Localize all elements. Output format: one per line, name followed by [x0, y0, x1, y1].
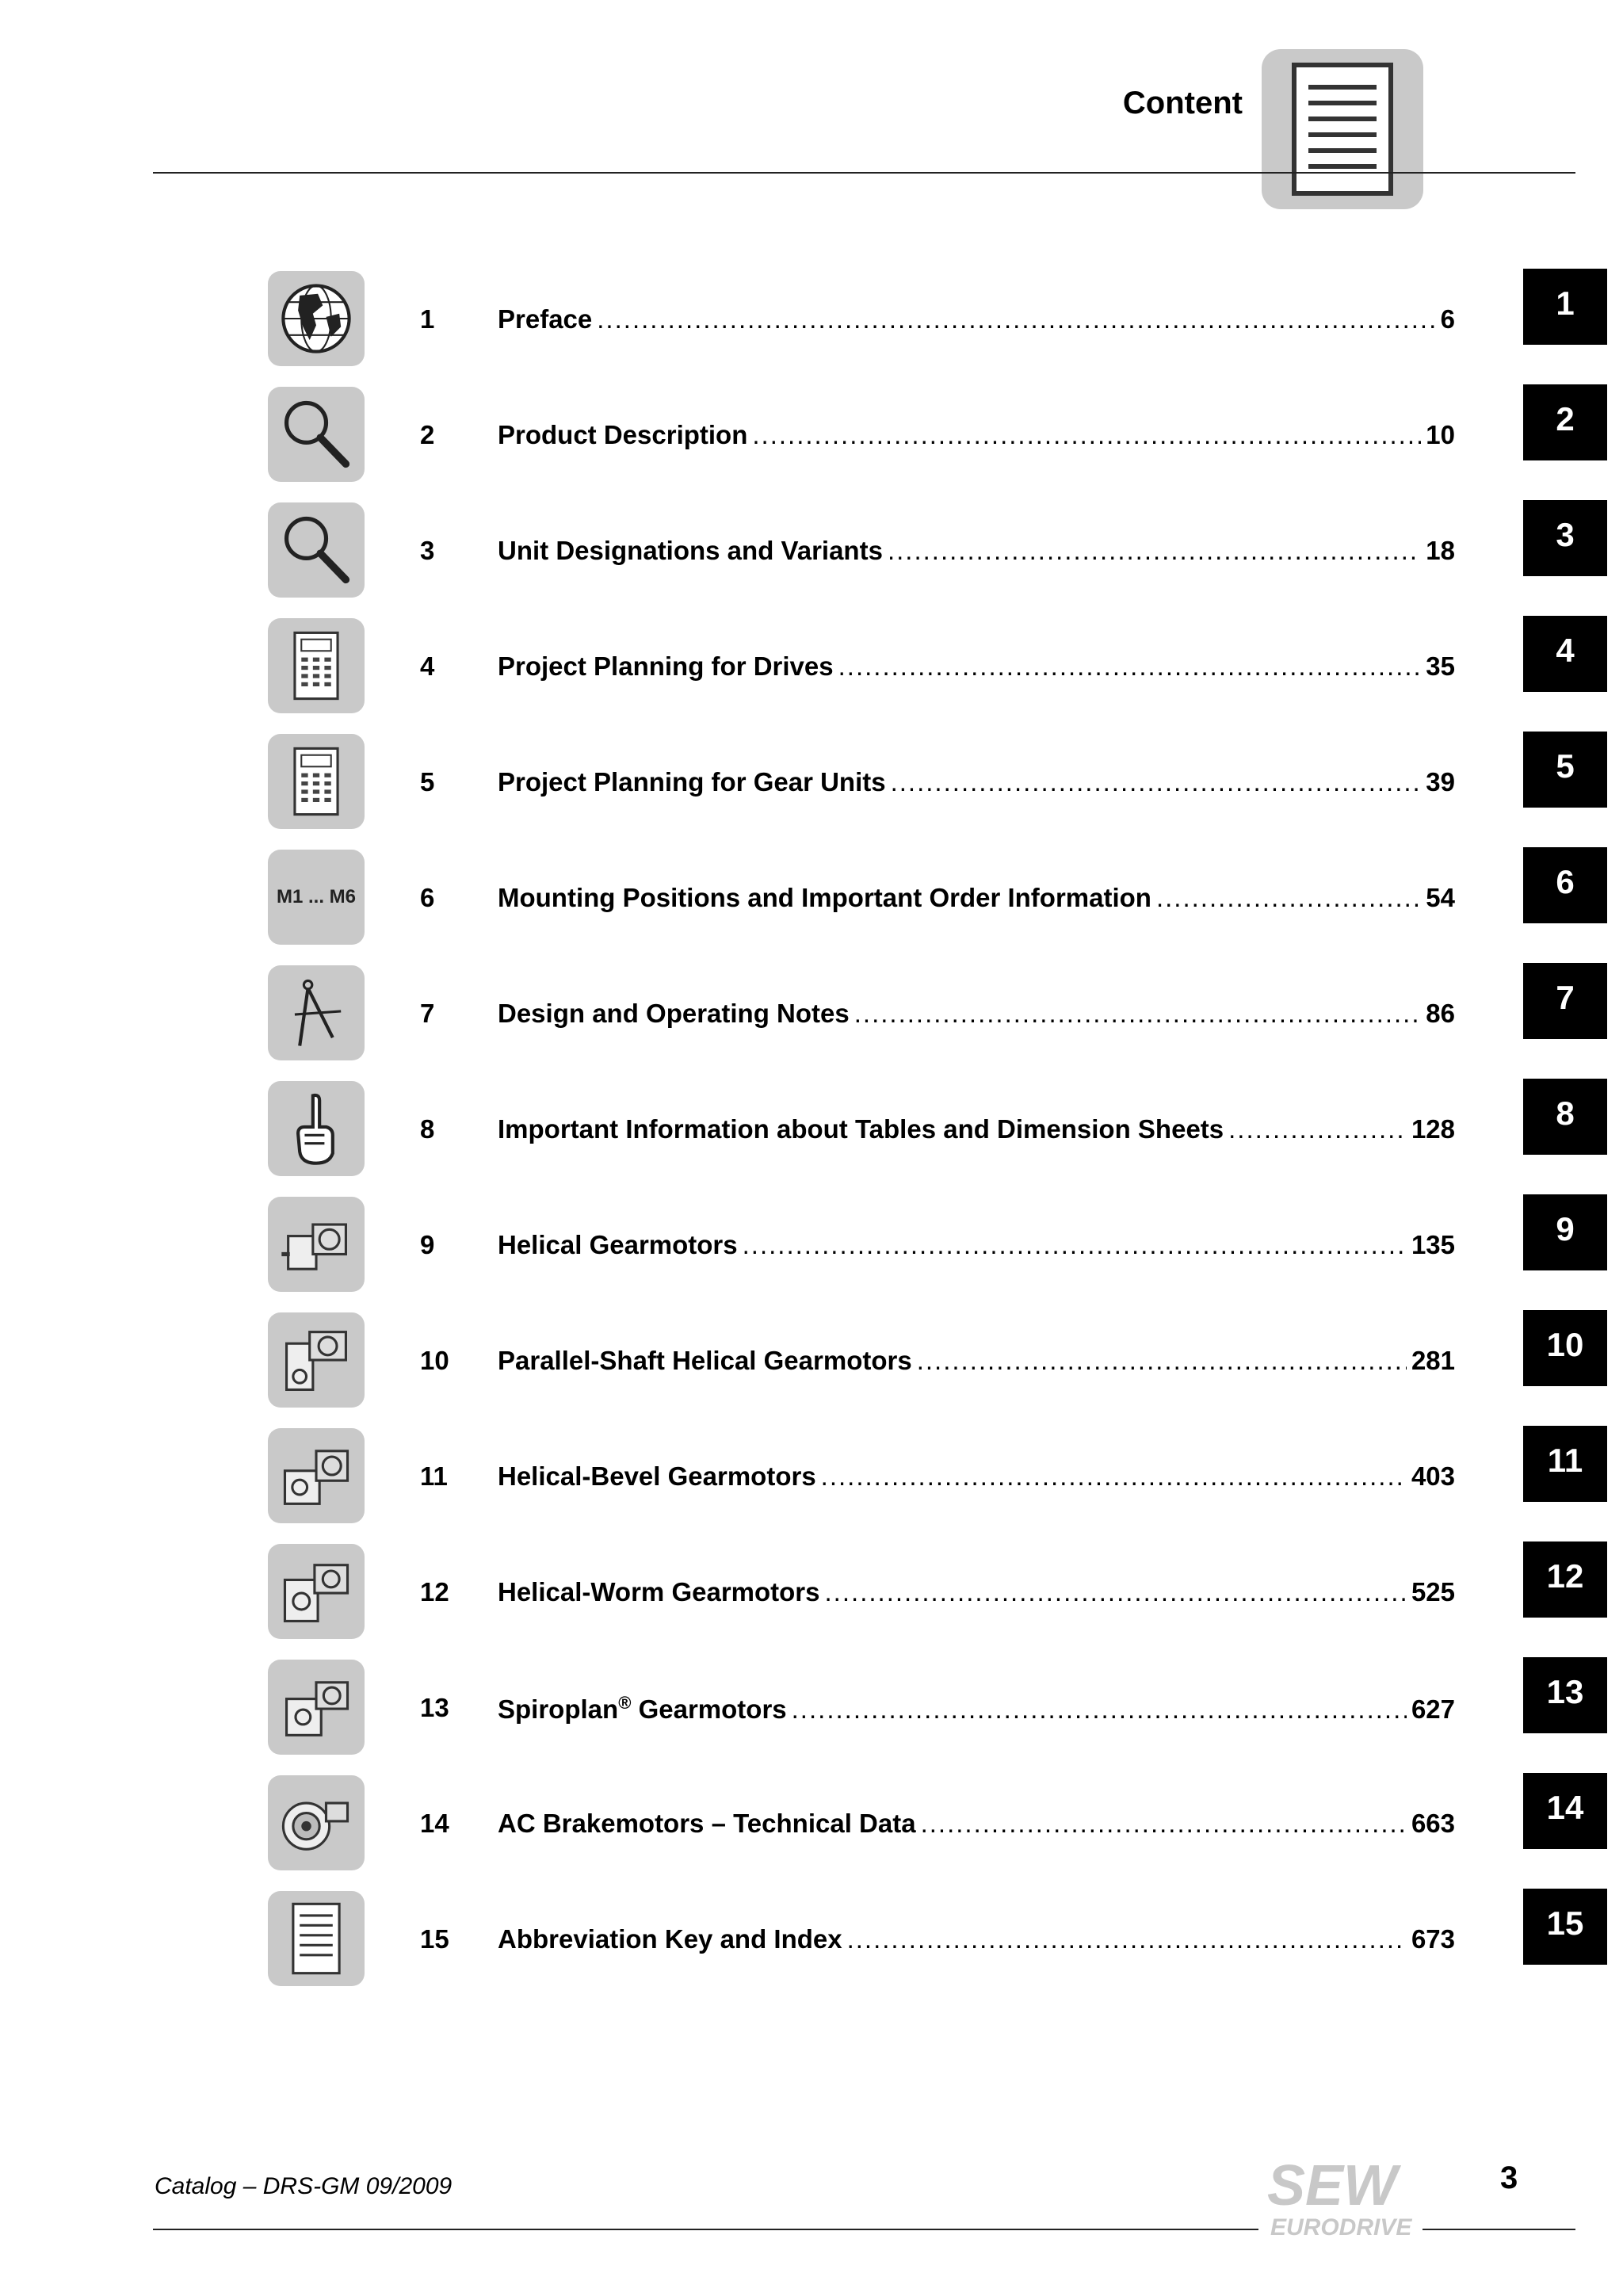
toc-page: 54: [1426, 883, 1455, 912]
section-tab[interactable]: 15: [1523, 1889, 1607, 1965]
leader-dots: [847, 1924, 1407, 1954]
ac-brakemotor-icon: [268, 1775, 365, 1870]
toc-title: [498, 1693, 787, 1725]
helical-gearmotor-icon: [268, 1197, 365, 1292]
document-list-icon: [268, 1891, 365, 1986]
leader-dots: [792, 1694, 1407, 1725]
toc-number: 10: [420, 1346, 449, 1375]
document-list-icon: [1262, 49, 1423, 209]
toc-row[interactable]: [0, 1312, 1623, 1408]
toc-title: Parallel-Shaft Helical Gearmotors: [498, 1346, 912, 1375]
toc-entry[interactable]: [498, 651, 1455, 682]
toc-number: 11: [420, 1461, 448, 1491]
toc-number: 9: [420, 1230, 435, 1259]
toc-entry[interactable]: [498, 1114, 1455, 1144]
toc-page: 86: [1426, 999, 1455, 1028]
toc-title-main: Spiroplan: [498, 1694, 619, 1724]
toc-number: 15: [420, 1924, 449, 1954]
toc-row[interactable]: [0, 1197, 1623, 1292]
toc-number: 14: [420, 1809, 449, 1838]
toc-row[interactable]: [0, 1660, 1623, 1755]
toc-page: 6: [1440, 304, 1455, 334]
leader-dots: [1228, 1114, 1407, 1144]
header-divider: [153, 172, 1575, 174]
toc-title: Helical-Worm Gearmotors: [498, 1577, 820, 1606]
toc-row[interactable]: [0, 734, 1623, 829]
page-title: Content: [1122, 86, 1243, 120]
toc-page: 673: [1411, 1924, 1455, 1954]
footer-divider: [153, 2229, 1258, 2230]
toc-row[interactable]: [0, 1544, 1623, 1639]
section-tab[interactable]: 3: [1523, 500, 1607, 576]
section-tab[interactable]: 9: [1523, 1194, 1607, 1270]
toc-entry[interactable]: [498, 1809, 1455, 1839]
toc-page: 627: [1411, 1694, 1455, 1724]
calculator-icon: [268, 618, 365, 713]
section-tab[interactable]: 10: [1523, 1310, 1607, 1386]
pointing-hand-icon: [268, 1081, 365, 1176]
toc-page: 35: [1426, 651, 1455, 681]
toc-title: Project Planning for Gear Units: [498, 767, 886, 797]
leader-dots: [917, 1346, 1407, 1376]
toc-number: 8: [420, 1114, 435, 1144]
toc-entry[interactable]: [498, 304, 1455, 334]
section-tab[interactable]: 13: [1523, 1657, 1607, 1733]
compass-icon: [268, 965, 365, 1060]
helical-worm-gearmotor-icon: [268, 1544, 365, 1639]
calculator-icon: [268, 734, 365, 829]
leader-dots: [752, 420, 1421, 450]
parallel-shaft-gearmotor-icon: [268, 1312, 365, 1408]
toc-row[interactable]: [0, 1891, 1623, 1986]
toc-page: 525: [1411, 1577, 1455, 1606]
leader-dots: [597, 304, 1435, 334]
toc-number: 5: [420, 767, 435, 797]
leader-dots: [921, 1809, 1407, 1839]
toc-row[interactable]: [0, 387, 1623, 482]
section-tab[interactable]: 4: [1523, 616, 1607, 692]
toc-entry[interactable]: [498, 1924, 1455, 1954]
helical-bevel-gearmotor-icon: [268, 1428, 365, 1523]
toc-title: Preface: [498, 304, 593, 334]
toc-row[interactable]: [0, 1775, 1623, 1870]
mounting-positions-icon: [268, 850, 365, 945]
section-tab[interactable]: 5: [1523, 732, 1607, 808]
toc-entry[interactable]: [498, 1230, 1455, 1260]
toc-number: 2: [420, 420, 435, 449]
toc-page: 39: [1426, 767, 1455, 797]
svg-text:EURODRIVE: EURODRIVE: [1270, 2214, 1412, 2241]
toc-title: Abbreviation Key and Index: [498, 1924, 842, 1954]
toc-page: 135: [1411, 1230, 1455, 1259]
registered-mark: ®: [618, 1693, 632, 1713]
toc-row[interactable]: [0, 850, 1623, 945]
section-tab[interactable]: 1: [1523, 269, 1607, 345]
leader-dots: [888, 536, 1421, 566]
leader-dots: [838, 651, 1422, 682]
section-tab[interactable]: 8: [1523, 1079, 1607, 1155]
toc-entry[interactable]: [498, 1693, 1455, 1725]
toc-row[interactable]: [0, 965, 1623, 1060]
mounting-positions-label: M1 ... M6: [276, 886, 357, 907]
toc-page: 403: [1411, 1461, 1455, 1491]
toc-title: Helical Gearmotors: [498, 1230, 738, 1259]
toc-entry[interactable]: [498, 883, 1455, 913]
section-tab[interactable]: 14: [1523, 1773, 1607, 1849]
leader-dots: [1156, 883, 1421, 913]
toc-page: 10: [1426, 420, 1455, 449]
leader-dots: [854, 999, 1422, 1029]
toc-entry[interactable]: [498, 999, 1455, 1029]
toc-entry[interactable]: [498, 1461, 1455, 1492]
toc-number: 13: [420, 1693, 449, 1722]
toc-title: Mounting Positions and Important Order Information: [498, 883, 1151, 912]
magnifier-icon: [268, 387, 365, 482]
toc-row[interactable]: [0, 1081, 1623, 1176]
leader-dots: [891, 767, 1422, 797]
toc-entry[interactable]: [498, 420, 1455, 450]
page-number: 3: [1500, 2160, 1518, 2195]
toc-row[interactable]: [0, 502, 1623, 598]
toc-row[interactable]: [0, 271, 1623, 366]
section-tab[interactable]: 2: [1523, 384, 1607, 460]
section-tab[interactable]: 6: [1523, 847, 1607, 923]
catalog-label: Catalog – DRS-GM 09/2009: [155, 2173, 453, 2199]
toc-row[interactable]: [0, 1428, 1623, 1523]
svg-text:SEW: SEW: [1267, 2156, 1398, 2218]
toc-page: 128: [1411, 1114, 1455, 1144]
toc-page: 281: [1411, 1346, 1455, 1375]
leader-dots: [821, 1461, 1407, 1492]
leader-dots: [825, 1577, 1407, 1607]
toc-title: AC Brakemotors – Technical Data: [498, 1809, 916, 1838]
toc-entry[interactable]: [498, 536, 1455, 566]
section-tab[interactable]: 11: [1523, 1426, 1607, 1502]
section-tab[interactable]: 12: [1523, 1541, 1607, 1618]
toc-number: 6: [420, 883, 435, 912]
magnifier-icon: [268, 502, 365, 598]
footer-divider: [1423, 2229, 1575, 2230]
toc-number: 12: [420, 1577, 449, 1606]
toc-title: Unit Designations and Variants: [498, 536, 883, 565]
toc-page: 663: [1411, 1809, 1455, 1838]
toc-row[interactable]: [0, 618, 1623, 713]
toc-entry[interactable]: [498, 1346, 1455, 1376]
toc-title: Project Planning for Drives: [498, 651, 834, 681]
toc-title: Important Information about Tables and Dimension Sheets: [498, 1114, 1224, 1144]
sew-eurodrive-logo: [1264, 2156, 1423, 2243]
toc-title: Design and Operating Notes: [498, 999, 850, 1028]
toc-number: 7: [420, 999, 435, 1028]
toc-number: 3: [420, 536, 435, 565]
toc-number: 4: [420, 651, 435, 681]
section-tab[interactable]: 7: [1523, 963, 1607, 1039]
toc-title: Product Description: [498, 420, 748, 449]
toc-page: 18: [1426, 536, 1455, 565]
toc-title: Helical-Bevel Gearmotors: [498, 1461, 816, 1491]
toc-entry[interactable]: [498, 767, 1455, 797]
spiroplan-gearmotor-icon: [268, 1660, 365, 1755]
toc-title-rest: Gearmotors: [631, 1694, 787, 1724]
toc-entry[interactable]: [498, 1577, 1455, 1607]
toc-number: 1: [420, 304, 435, 334]
leader-dots: [743, 1230, 1407, 1260]
globe-icon: [268, 271, 365, 366]
